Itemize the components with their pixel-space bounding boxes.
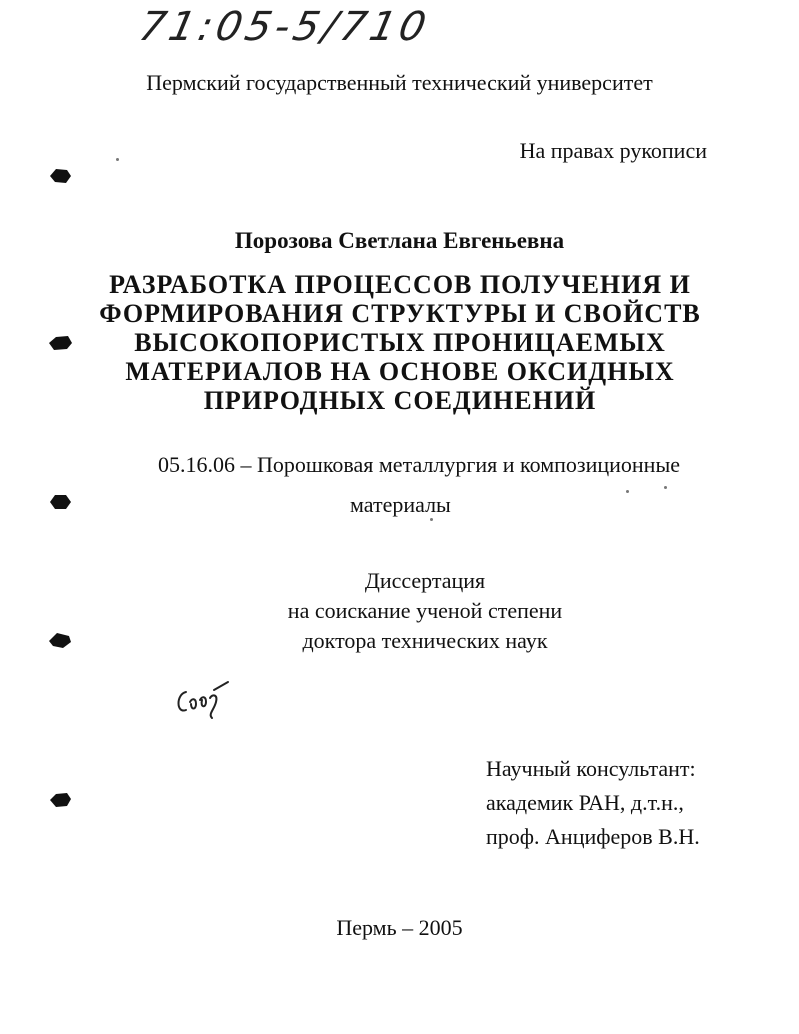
university-name: Пермский государственный технический университет [146, 70, 653, 95]
scientific-advisor [486, 752, 700, 854]
specialty-continuation: материалы [350, 492, 451, 517]
author-name: Порозова Светлана Евгеньевна [234, 228, 565, 253]
degree-line: на соискание ученой степени [287, 598, 563, 623]
punch-hole-icon [47, 492, 73, 512]
degree-line: доктора технических наук [302, 628, 548, 653]
rights-note: На правах рукописи [519, 138, 707, 163]
advisor-line: проф. Анциферов В.Н. [486, 824, 700, 849]
advisor-line: Научный консультант: [486, 756, 696, 781]
scan-speck [430, 518, 433, 521]
title-line: ВЫСОКОПОРИСТЫХ ПРОНИЦАЕМЫХ [134, 328, 666, 357]
specialty-code-line: 05.16.06 – Порошковая металлургия и композиционные [158, 452, 681, 477]
punch-hole-icon [47, 333, 73, 353]
title-line: ПРИРОДНЫХ СОЕДИНЕНИЙ [203, 386, 597, 415]
scan-speck [626, 490, 629, 493]
signature-icon [172, 680, 232, 720]
scan-speck [116, 158, 119, 161]
punch-hole-icon [47, 630, 73, 650]
degree-line: Диссертация [364, 568, 486, 593]
title-line: РАЗРАБОТКА ПРОЦЕССОВ ПОЛУЧЕНИЯ И [109, 270, 691, 299]
title-line: ФОРМИРОВАНИЯ СТРУКТУРЫ И СВОЙСТВ [99, 299, 701, 328]
degree-statement [0, 566, 799, 656]
dissertation-title [60, 270, 740, 415]
city-year: Пермь – 2005 [336, 915, 463, 940]
advisor-line: академик РАН, д.т.н., [486, 790, 684, 815]
punch-hole-icon [47, 166, 73, 186]
punch-hole-icon [47, 790, 73, 810]
title-line: МАТЕРИАЛОВ НА ОСНОВЕ ОКСИДНЫХ [125, 357, 675, 386]
archive-number: 71:05-5/710 [135, 4, 434, 50]
scan-speck [664, 486, 667, 489]
